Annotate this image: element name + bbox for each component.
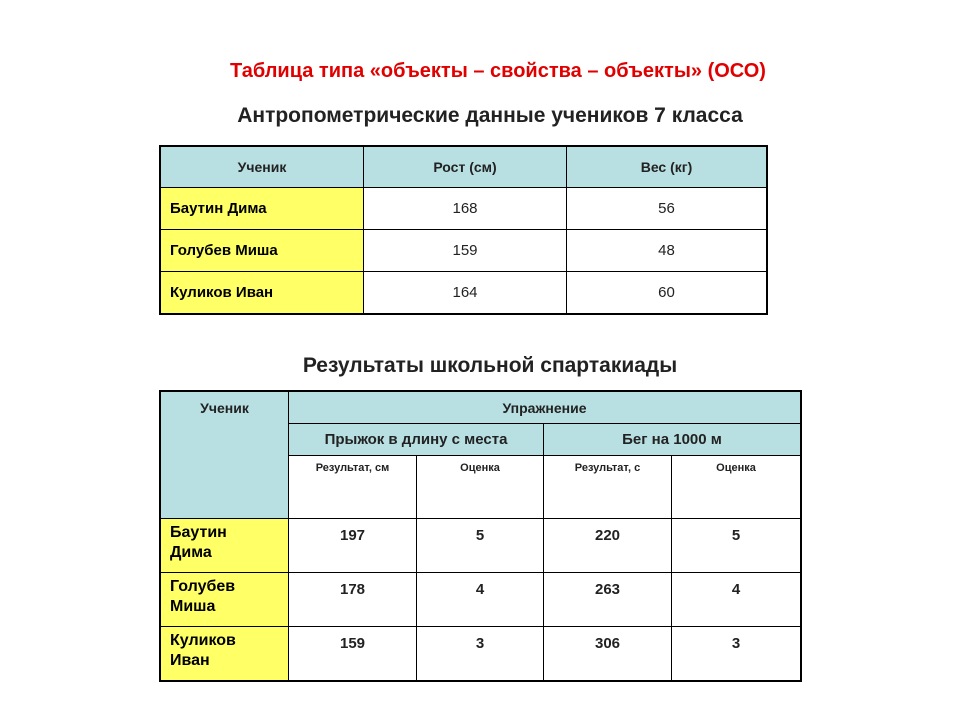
table-row <box>160 519 801 573</box>
jump-result: 159 <box>289 627 417 682</box>
jump-grade: 4 <box>417 573 544 627</box>
height-value: 164 <box>364 272 567 315</box>
table-row <box>160 230 767 272</box>
student-name: Баутин Дима <box>160 188 364 230</box>
student-name: Голубев Миша <box>160 573 289 627</box>
run-result: 220 <box>544 519 672 573</box>
header-exercise: Упражнение <box>289 391 802 424</box>
table-row <box>160 272 767 315</box>
header-run-1000m: Бег на 1000 м <box>544 424 802 456</box>
table-header-row <box>160 391 801 424</box>
header-weight: Вес (кг) <box>567 146 768 188</box>
jump-grade: 5 <box>417 519 544 573</box>
table-header-row <box>160 146 767 188</box>
run-grade: 3 <box>672 627 802 682</box>
weight-value: 56 <box>567 188 768 230</box>
jump-result: 197 <box>289 519 417 573</box>
anthropometric-table <box>159 145 768 315</box>
run-result: 263 <box>544 573 672 627</box>
student-name: Баутин Дима <box>160 519 289 573</box>
run-result: 306 <box>544 627 672 682</box>
weight-value: 60 <box>567 272 768 315</box>
jump-grade: 3 <box>417 627 544 682</box>
header-student: Ученик <box>160 391 289 519</box>
student-name: Куликов Иван <box>160 272 364 315</box>
table-row <box>160 188 767 230</box>
table2-title: Результаты школьной спартакиады <box>302 354 678 377</box>
header-run-result: Результат, с <box>544 456 672 519</box>
height-value: 168 <box>364 188 567 230</box>
weight-value: 48 <box>567 230 768 272</box>
table-row <box>160 573 801 627</box>
table-row <box>160 627 801 682</box>
header-jump-result: Результат, см <box>289 456 417 519</box>
run-grade: 5 <box>672 519 802 573</box>
header-long-jump: Прыжок в длину с места <box>289 424 544 456</box>
student-name: Куликов Иван <box>160 627 289 682</box>
jump-result: 178 <box>289 573 417 627</box>
sports-results-table <box>159 390 802 682</box>
header-run-grade: Оценка <box>672 456 802 519</box>
student-name: Голубев Миша <box>160 230 364 272</box>
run-grade: 4 <box>672 573 802 627</box>
height-value: 159 <box>364 230 567 272</box>
header-jump-grade: Оценка <box>417 456 544 519</box>
table1-title: Антропометрические данные учеников 7 класса <box>237 104 743 127</box>
header-height: Рост (см) <box>364 146 567 188</box>
page-title: Таблица типа «объекты – свойства – объекты» (ОСО) <box>230 60 766 82</box>
header-student: Ученик <box>160 146 364 188</box>
